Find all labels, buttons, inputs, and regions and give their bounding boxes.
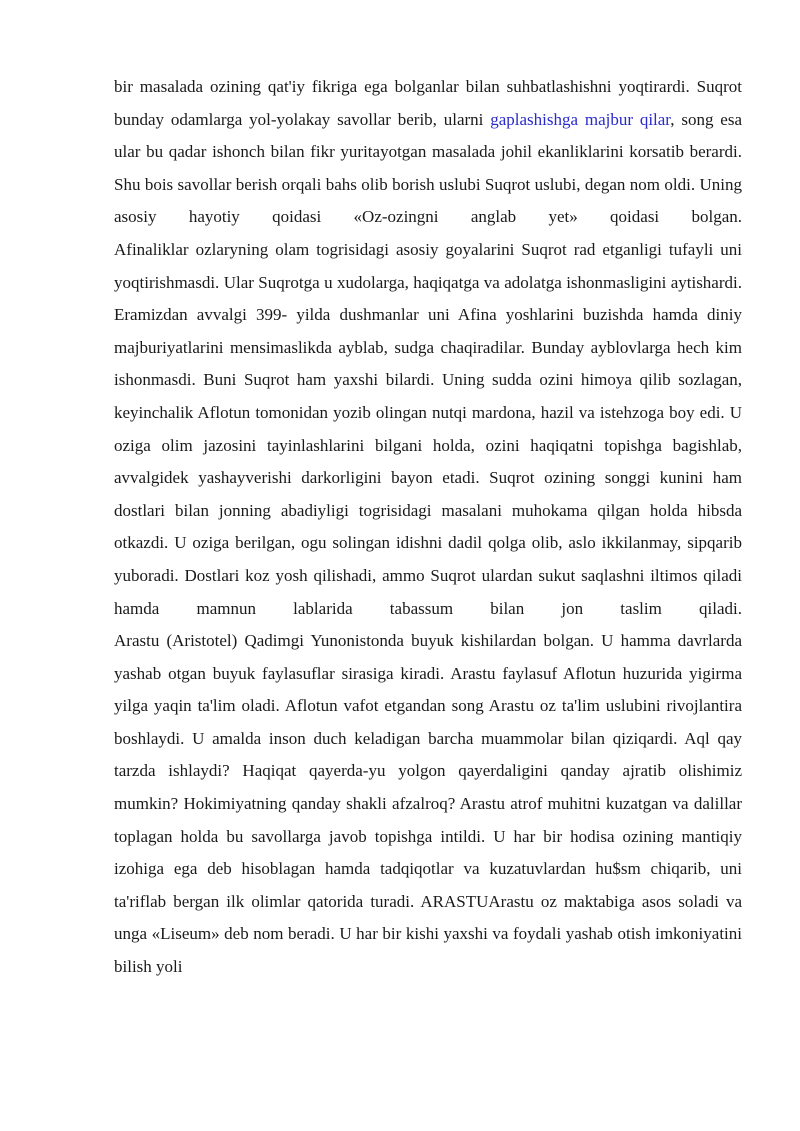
paragraph-socrates-trial: Afinaliklar ozlaryning olam togrisidagi asosiy goyalarini Suqrot rad etganligi tufayli uni yoqtirishmasdi. Ular Suqrotga u xudolarga, haqiqatga va adolatga ishonmasligini aytishardi. Eramizdan avvalgi 399- yilda dushmanlar uni Afina yoshlarini buzishda hamda diniy majburiyatlarini mensimaslikda ayblab, sudga chaqiradilar. Bunday ayblovlarga hech kim ishonmasdi. Buni Suqrot ham yaxshi bilardi. Uning sudda ozini himoya qilib sozlagan, keyinchalik Aflotun tomonidan yozib olingan nutqi mardona, hazil va istehzoga boy edi. U oziga olim jazosini tayinlashlarini bilgani holda, ozini haqiqatni topishga bagishlab, avvalgidek yashayverishi darkorligini bayon etadi. Suqrot ozining songgi kunini ham dostlari bilan jonning abadiyligi togrisidagi masalani muhokama qilgan holda hibsda otkazdi. U oziga berilgan, ogu solingan idishni dadil qolga olib, aslo ikkilanmay, sipqarib yuboradi. Dostlari koz yosh qilishadi, ammo Suqrot ulardan sukut saqlashni iltimos qiladi hamda mamnun lablarida tabassum bilan jon taslim qiladi.	[114, 239, 742, 618]
document-page	[114, 71, 742, 984]
paragraph-aristotle: Arastu (Aristotel) Qadimgi Yunonistonda buyuk kishilardan bolgan. U hamma davrlarda yashab otgan buyuk faylasuflar sirasiga kiradi. Arastu faylasuf Aflotun huzurida yigirma yilga yaqin ta'lim oladi. Aflotun vafot etgandan song Arastu oz ta'lim uslubini rivojlantira boshlaydi. U amalda inson duch keladigan barcha muammolar bilan qiziqardi. Aql qay tarzda ishlaydi? Haqiqat qayerda-yu yolgon qayerdaligini qanday ajratib olishimiz mumkin? Hokimiyatning qanday shakli afzalroq? Arastu atrof muhitni kuzatgan va dalillar toplagan holda bu savollarga javob topishga intildi. U har bir hodisa ozining mantiqiy izohiga ega deb hisoblagan hamda tadqiqotlar va kuzatuvlardan hu$sm chiqarib, uni ta'riflab bergan ilk olimlar qatorida turadi. ARASTUArastu oz maktabiga asos soladi va unga «Liseum» deb nom beradi. U har bir kishi yaxshi va foydali yashab otish imkoniyatini bilish yoli	[114, 631, 742, 977]
paragraph-text: , song esa ular bu qadar ishonch bilan fikr yuritayotgan masalada johil ekanliklarini korsatib berardi. Shu bois savollar berish orqali bahs olib borish uslubi Suqrot uslubi, degan nom oldi. Uning asosiy hayotiy qoidasi «Oz-ozingni anglab yet» qoidasi bolgan.	[114, 109, 742, 227]
hyperlink[interactable]: gaplashishga majbur qilar	[490, 109, 671, 129]
paragraph-socrates-method	[114, 71, 742, 234]
paragraph-text: bir masalada ozining qat'iy fikriga ega bolganlar bilan suhbatlashishni yoqtirardi. Suqrot bunday odamlarga yol-yolakay savollar berib, ularni	[114, 77, 742, 129]
